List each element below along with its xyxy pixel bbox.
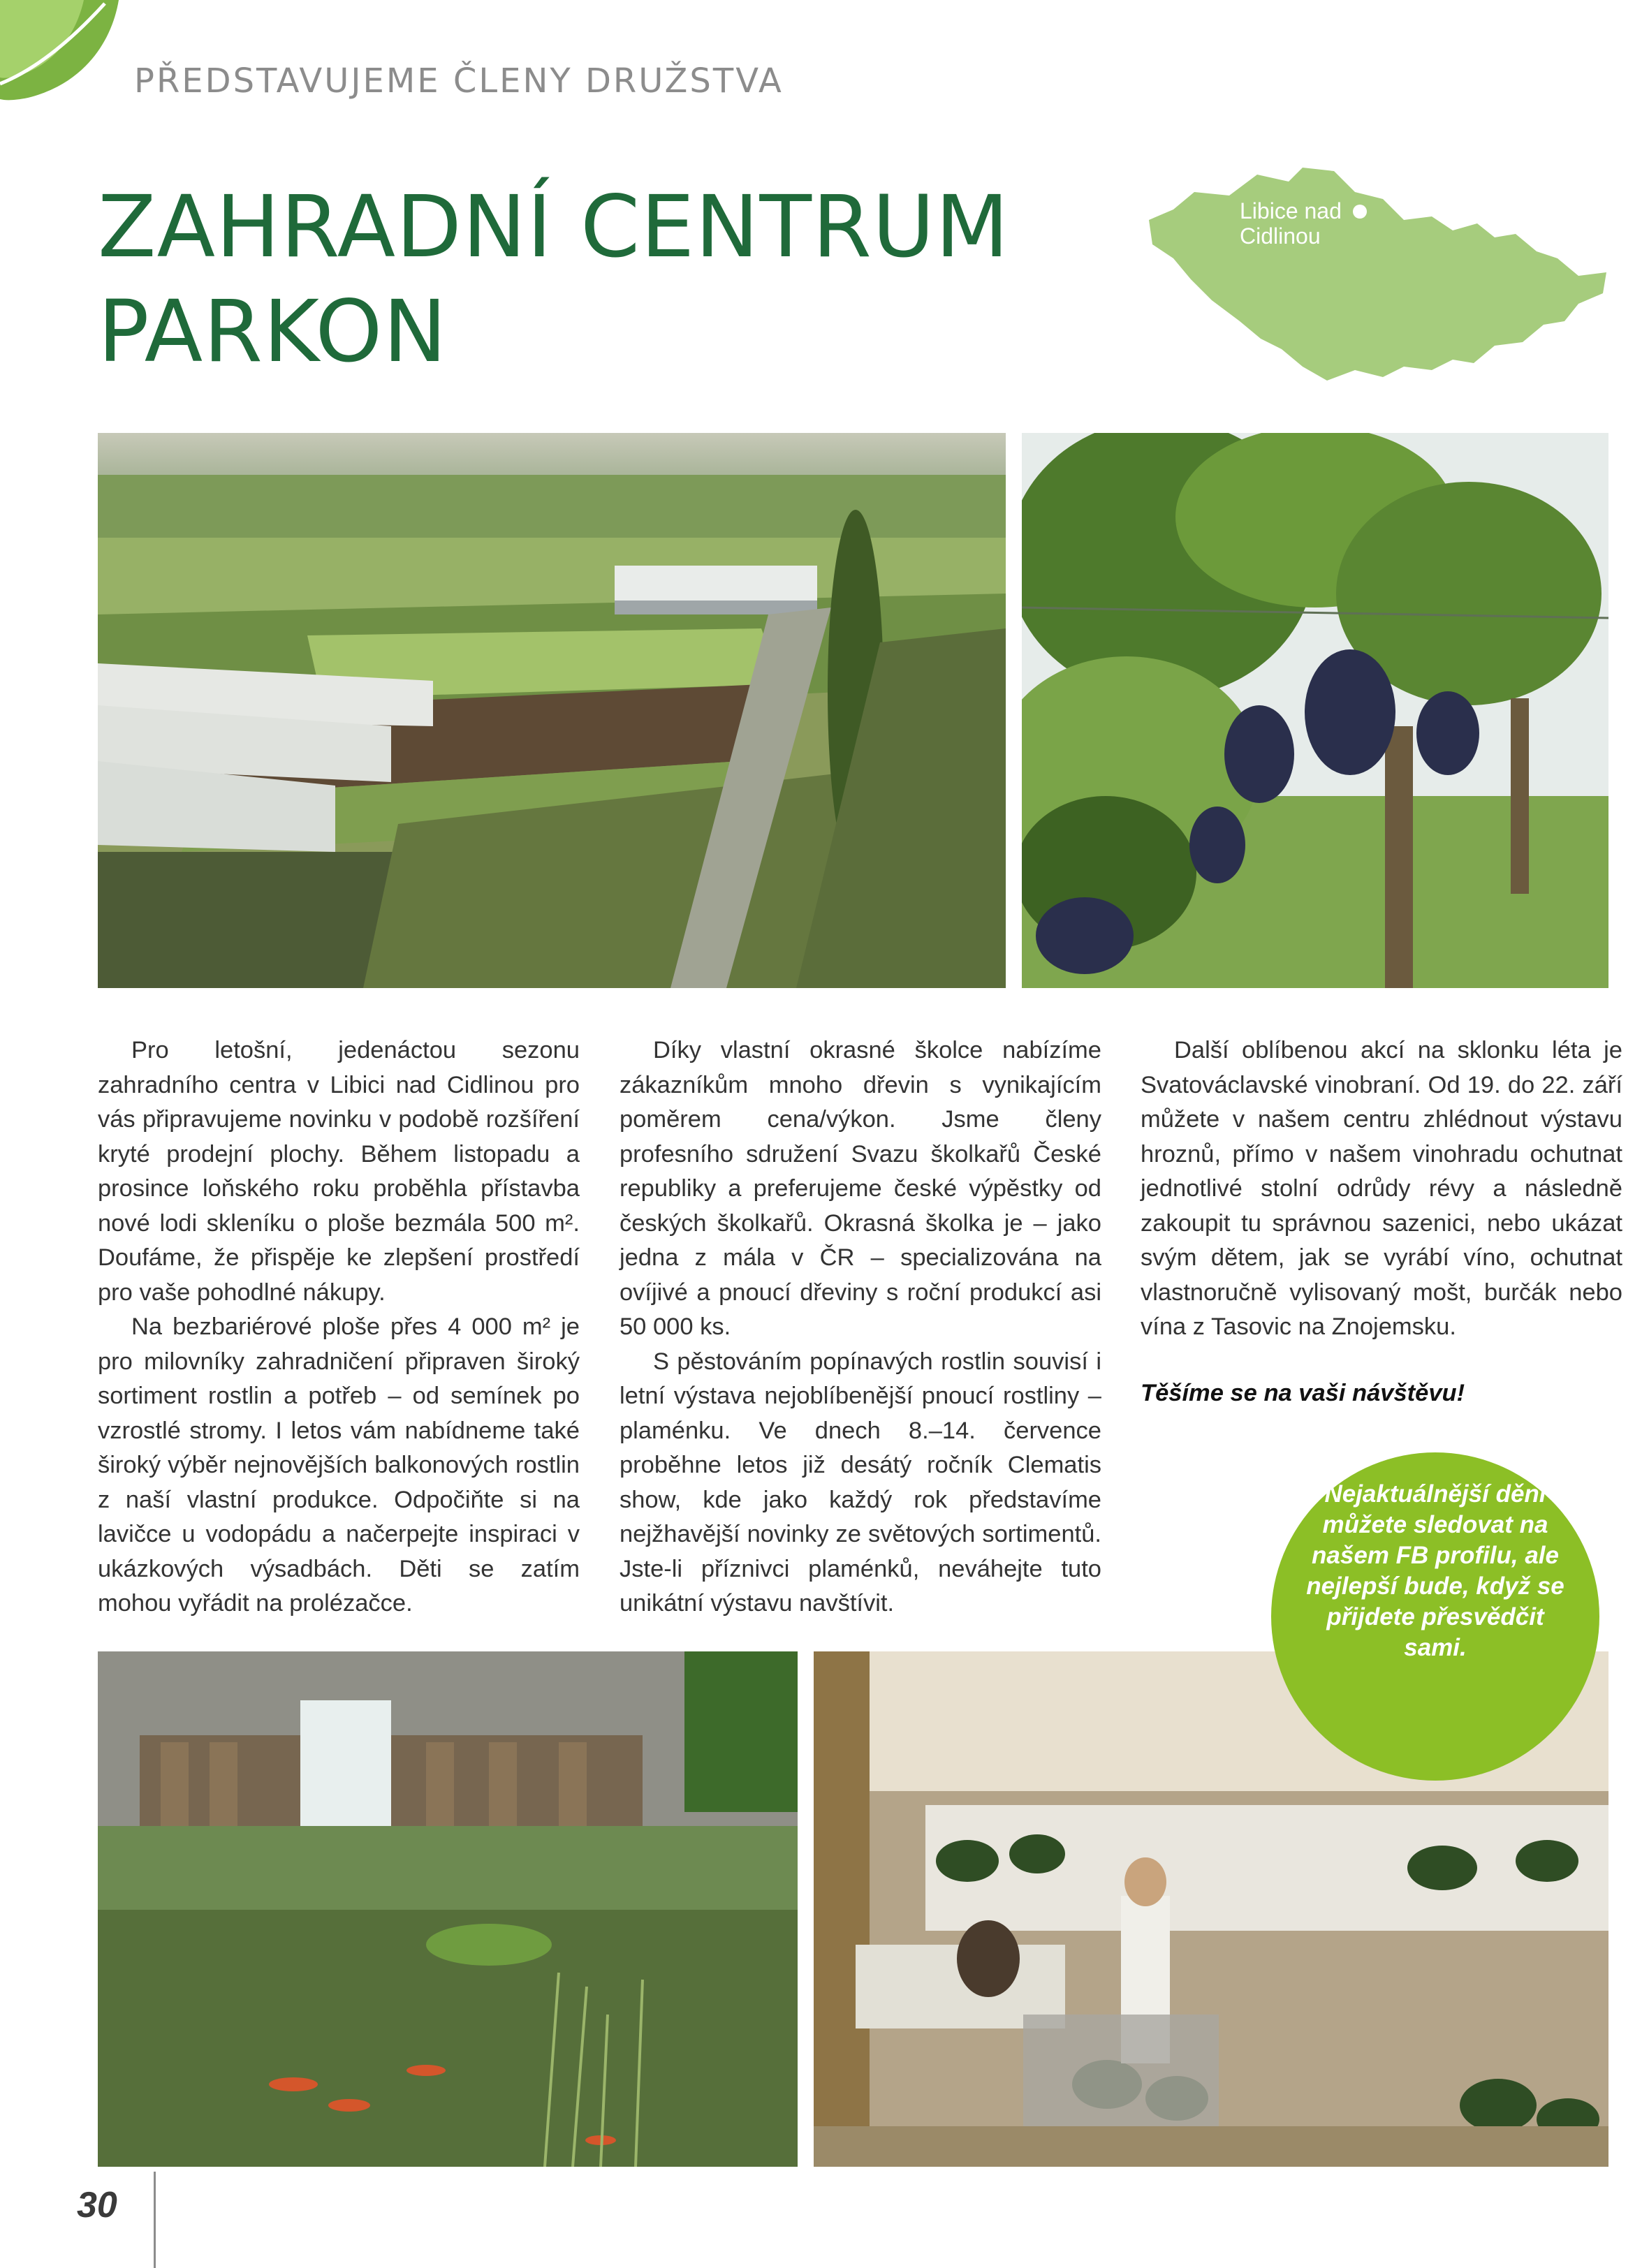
map-location-line-1: Libice nad [1240, 198, 1342, 223]
signoff-text: Těšíme se na vaši návštěvu! [1141, 1379, 1465, 1406]
text-column-1 [98, 1033, 580, 1621]
col2-paragraph-1: Díky vlastní okrasné školce nabízíme zákazníkům mnoho dřevin s vynikajícím poměrem cena/výkon. Jsme členy profesního sdružení Svazu školkařů České republiky a preferujeme české výpěstky od českých školkařů. Okrasná školka je – jako jedna z mála v ČR – specializována na ovíjivé a pnoucí dřeviny s roční produkcí asi 50 000 ks. [620, 1037, 1101, 1340]
vineyard-photo [1022, 433, 1608, 988]
col2-paragraph-2: S pěstováním popínavých rostlin souvisí i letní výstava nejoblíbenější pnoucí rostliny – plaménku. Ve dnech 8.–14. července proběhne letos již desátý ročník Clematis show, kde jako každý rok představíme nejžhavější novinky ze světových sortimentů. Jste-li příznivci plaménků, neváhejte tuto unikátní výstavu navštívit. [620, 1348, 1101, 1617]
bubble-text: Nejaktuálnější dění můžete sledovat na našem FB profilu, ale nejlepší bude, když se přijdete přesvědčit sami. [1306, 1480, 1564, 1661]
title-line-1: ZAHRADNÍ CENTRUM [98, 177, 1010, 277]
leaf-logo-icon [0, 0, 119, 105]
col1-paragraph-2: Na bezbariérové ploše přes 4 000 m² je pro milovníky zahradničení připraven široký sortiment rostlin a potřeb – od semínek po vzrostlé stromy. I letos vám nabídneme také široký výběr nejnovějších balkonových rostlin z naší vlastní produkce. Odpočiňte si na lavičce u vodopádu a načerpejte inspiraci v ukázkových výsadbách. Děti se zatím mohou vyřádit na prolézačce. [98, 1313, 580, 1617]
text-column-3 [1141, 1033, 1622, 1411]
text-column-2 [620, 1033, 1101, 1621]
section-label: PŘEDSTAVUJEME ČLENY DRUŽSTVA [134, 61, 784, 101]
map-location-line-2: Cidlinou [1240, 223, 1321, 249]
facebook-callout-bubble [1271, 1452, 1599, 1781]
col3-paragraph-1: Další oblíbenou akcí na sklonku léta je Svatováclavské vinobraní. Od 19. do 22. září můžete v našem centru zhlédnout výstavu hroznů, přímo v našem vinohradu ochutnat jednotlivé stolní odrůdy révy a následně zakoupit tu správnou sazenici, nebo ukázat svým dětem, jak se vyrábí víno, ochutnat vlastnoručně vylisovaný mošt, burčák nebo vína z Tasovic na Znojemsku. [1141, 1037, 1622, 1340]
article-title [98, 175, 1009, 384]
czech-map-icon [1124, 154, 1613, 384]
aerial-nursery-photo [98, 433, 1006, 988]
footer-divider [154, 2172, 156, 2268]
title-line-2: PARKON [98, 282, 448, 381]
col1-paragraph-1: Pro letošní, jedenáctou sezonu zahradního centra v Libici nad Cidlinou pro vás připravujeme novinku v podobě rozšíření kryté prodejní plochy. Během listopadu a prosince loňského roku proběhla přístavba nové lodi skleníku o ploše bezmála 500 m². Doufáme, že přispěje ke zlepšení prostředí pro vaše pohodlné nákupy. [98, 1037, 580, 1306]
map-location-label [1240, 198, 1342, 249]
waterfall-pond-photo [98, 1651, 798, 2167]
page-number: 30 [77, 2185, 117, 2225]
